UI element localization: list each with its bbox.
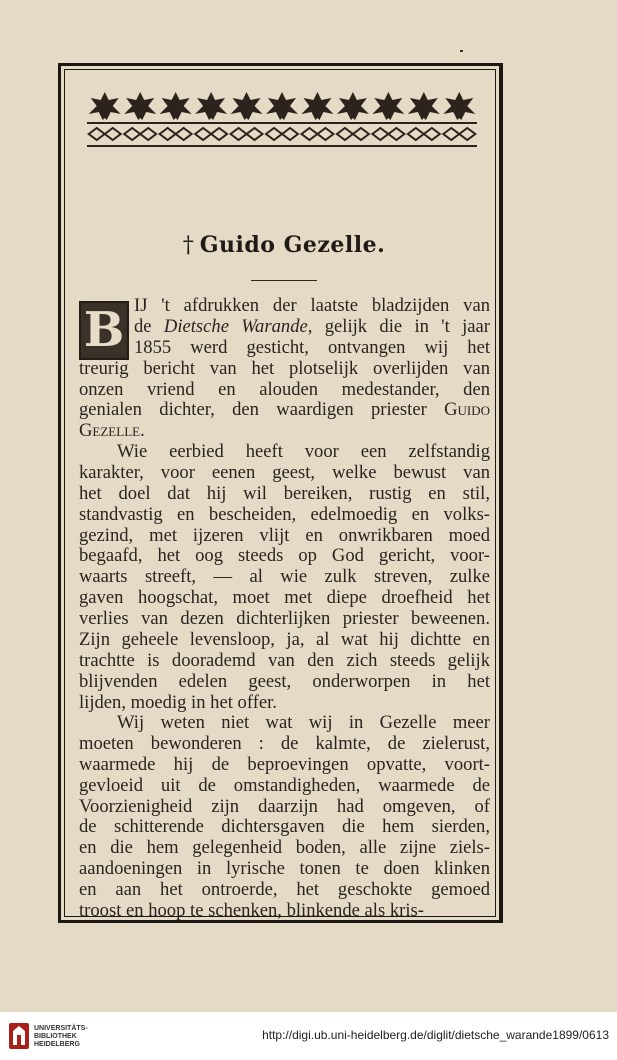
text-line: onzen vriend en alouden medestander, den [79, 379, 490, 400]
text-line: standvastig en bescheiden, edelmoedig en volks- [79, 504, 490, 525]
fleur-ornament [443, 92, 475, 120]
text-line: gezind, met ijzeren vlijt en onwrikbaren moed [79, 525, 490, 546]
fleur-ornament [337, 92, 369, 120]
text-line: Zijn geheele levensloop, ja, al wat hij dichtte en [79, 630, 490, 651]
fleur-ornament [266, 92, 298, 120]
lattice-ornament [372, 128, 404, 140]
fleur-ornament [124, 92, 156, 120]
text-line: verlies van dezen dichterlijken priester beweenen. [79, 609, 490, 630]
text-line: troost en hoop te schenken, blinkende als kris- [79, 901, 424, 922]
lattice-ornament [89, 128, 121, 140]
text-line: lijden, moedig in het offer. [79, 692, 277, 713]
lattice-ornament [443, 128, 475, 140]
dagger-icon: † [182, 233, 194, 258]
library-name-line-2: BIBLIOTHEK [34, 1033, 77, 1040]
text-line: Wie eerbied heeft voor een zelfstandig [117, 442, 490, 462]
text-line: karakter, voor eenen geest, welke bewust van [79, 462, 490, 483]
text-line: IJ 't afdrukken der laatste bladzijden van [134, 296, 490, 316]
text-line: gevloeid uit de omstandigheden, waarmede de [79, 775, 490, 796]
lattice-ornament [124, 128, 156, 140]
text-line: genialen dichter, den waardigen priester Guido [79, 400, 490, 421]
text-line: blijvenden edelen geest, onderworpen in het [79, 671, 490, 692]
fleur-ornament [89, 92, 121, 120]
text-line: Wij weten niet wat wij in Gezelle meer [117, 713, 490, 733]
text-line: en aan het ontroerde, het geschokte gemoed [79, 880, 490, 901]
library-name-line-3: HEIDELBERG [34, 1041, 80, 1048]
library-name-line-1: UNIVERSITÄTS- [34, 1025, 88, 1032]
lattice-ornament [266, 128, 298, 140]
paragraph-1 [79, 296, 490, 442]
text-line: Gezelle. [79, 421, 145, 442]
title-rule [251, 280, 317, 281]
text-line: waarmede hij de beproevingen opvatte, voort- [79, 754, 490, 775]
speck [460, 50, 463, 52]
text-line: de schitterende dichtersgaven die hem sierden, [79, 817, 490, 838]
heidelberg-logo-icon [7, 1021, 31, 1051]
library-name [34, 1025, 88, 1049]
library-footer [0, 1012, 617, 1060]
floral-ornament-band [87, 88, 477, 148]
text-line: moeten bewonderen : de kalmte, de zielerust, [79, 733, 490, 754]
lattice-ornament [231, 128, 263, 140]
text-line: en die hem gelegenheid boden, alle zijne ziels- [79, 838, 490, 859]
text-line: Voorzienigheid zijn daarzijn had omgeven, of [79, 796, 490, 817]
text-line: treurig bericht van het plotselijk overlijden van [79, 358, 490, 379]
article-title [78, 232, 490, 258]
fleur-ornament [372, 92, 404, 120]
text-line: aandoeningen in lyrische tonen te doen klinken [79, 859, 490, 880]
text-line: waarts streeft, — al wie zulk streven, zulke [79, 567, 490, 588]
paragraph-3 [79, 713, 490, 922]
fleur-ornament [160, 92, 192, 120]
fleur-ornament [301, 92, 333, 120]
text-line: trachtte is doorademd van den zich steeds gelijk [79, 650, 490, 671]
lattice-ornament [160, 128, 192, 140]
text-line: het doel dat hij wil bereiken, rustig en stil, [79, 483, 490, 504]
text-line: de Dietsche Warande, gelijk die in 't jaar [134, 316, 490, 337]
fleur-ornament [408, 92, 440, 120]
text-line: 1855 werd gesticht, ontvangen wij het [134, 337, 490, 358]
dropcap-letter: B [83, 302, 125, 358]
text-line: begaafd, het oog steeds op God gericht, voor- [79, 546, 490, 567]
text-line: gaven hoogschat, moet met diepe droefheid het [79, 588, 490, 609]
source-url[interactable]: http://digi.ub.uni-heidelberg.de/diglit/dietsche_warande1899/0613 [262, 1028, 609, 1042]
lattice-ornament [301, 128, 333, 140]
lattice-ornament [337, 128, 369, 140]
title-text: Guido Gezelle. [199, 232, 386, 258]
lattice-ornament [408, 128, 440, 140]
paragraph-2 [79, 442, 490, 714]
fleur-ornament [195, 92, 227, 120]
fleur-ornament [231, 92, 263, 120]
lattice-ornament [195, 128, 227, 140]
